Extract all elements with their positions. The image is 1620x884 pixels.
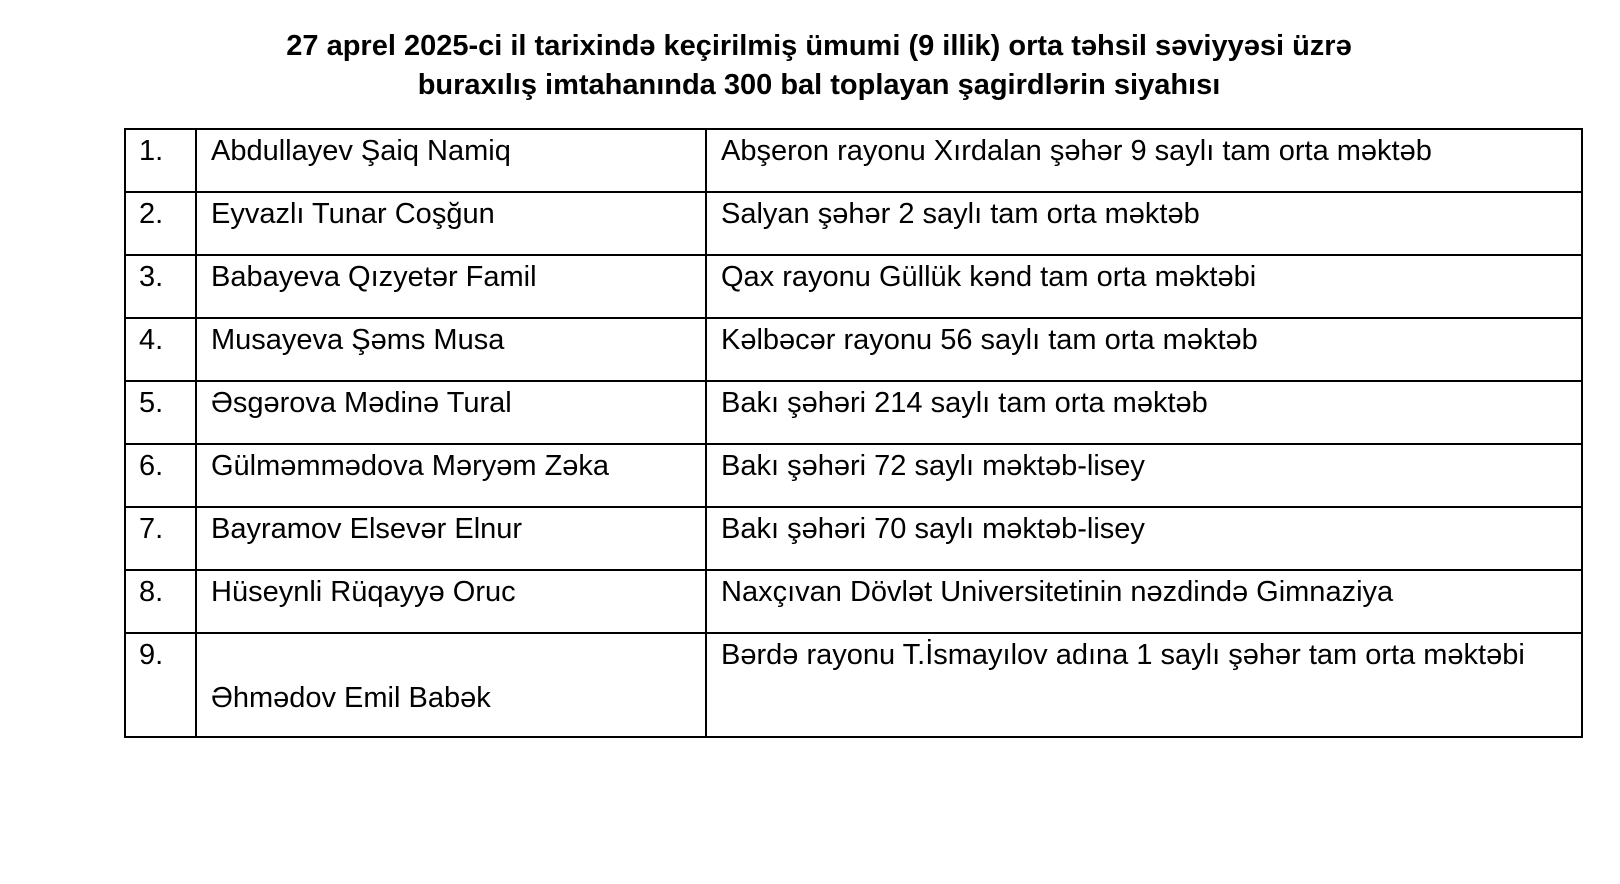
document-title <box>0 27 1620 105</box>
row-number: 4. <box>125 318 196 381</box>
school-name: Salyan şəhər 2 saylı tam orta məktəb <box>706 192 1582 255</box>
row-number: 7. <box>125 507 196 570</box>
student-name: Eyvazlı Tunar Coşğun <box>196 192 706 255</box>
table-row <box>125 192 1582 255</box>
school-name: Qax rayonu Güllük kənd tam orta məktəbi <box>706 255 1582 318</box>
school-name: Naxçıvan Dövlət Universitetinin nəzdində Gimnaziya <box>706 570 1582 633</box>
row-number: 1. <box>125 129 196 192</box>
row-number: 5. <box>125 381 196 444</box>
table-row <box>125 507 1582 570</box>
row-number: 8. <box>125 570 196 633</box>
student-name: Əhmədov Emil Babək <box>196 633 706 737</box>
document-title-line-2: buraxılış imtahanında 300 bal toplayan şagirdlərin siyahısı <box>417 69 1221 101</box>
school-name: Bərdə rayonu T.İsmayılov adına 1 saylı şəhər tam orta məktəbi <box>706 633 1582 737</box>
school-name: Bakı şəhəri 70 saylı məktəb-lisey <box>706 507 1582 570</box>
row-number: 2. <box>125 192 196 255</box>
row-number: 6. <box>125 444 196 507</box>
school-name: Bakı şəhəri 214 saylı tam orta məktəb <box>706 381 1582 444</box>
school-name: Bakı şəhəri 72 saylı məktəb-lisey <box>706 444 1582 507</box>
table-row <box>125 129 1582 192</box>
table-row <box>125 633 1582 737</box>
students-table <box>124 128 1583 738</box>
document-title-line-1: 27 aprel 2025-ci il tarixində keçirilmiş ümumi (9 illik) orta təhsil səviyyəsi üzrə <box>286 30 1352 62</box>
table-row <box>125 318 1582 381</box>
row-number: 3. <box>125 255 196 318</box>
student-name: Abdullayev Şaiq Namiq <box>196 129 706 192</box>
student-name: Hüseynli Rüqayyə Oruc <box>196 570 706 633</box>
school-name: Kəlbəcər rayonu 56 saylı tam orta məktəb <box>706 318 1582 381</box>
student-name: Babayeva Qızyetər Famil <box>196 255 706 318</box>
row-number: 9. <box>125 633 196 737</box>
table-row <box>125 570 1582 633</box>
student-name: Gülməmmədova Məryəm Zəka <box>196 444 706 507</box>
student-name: Əsgərova Mədinə Tural <box>196 381 706 444</box>
table-row <box>125 381 1582 444</box>
table-row <box>125 444 1582 507</box>
student-name: Musayeva Şəms Musa <box>196 318 706 381</box>
table-row <box>125 255 1582 318</box>
school-name: Abşeron rayonu Xırdalan şəhər 9 saylı tam orta məktəb <box>706 129 1582 192</box>
student-name: Bayramov Elsevər Elnur <box>196 507 706 570</box>
